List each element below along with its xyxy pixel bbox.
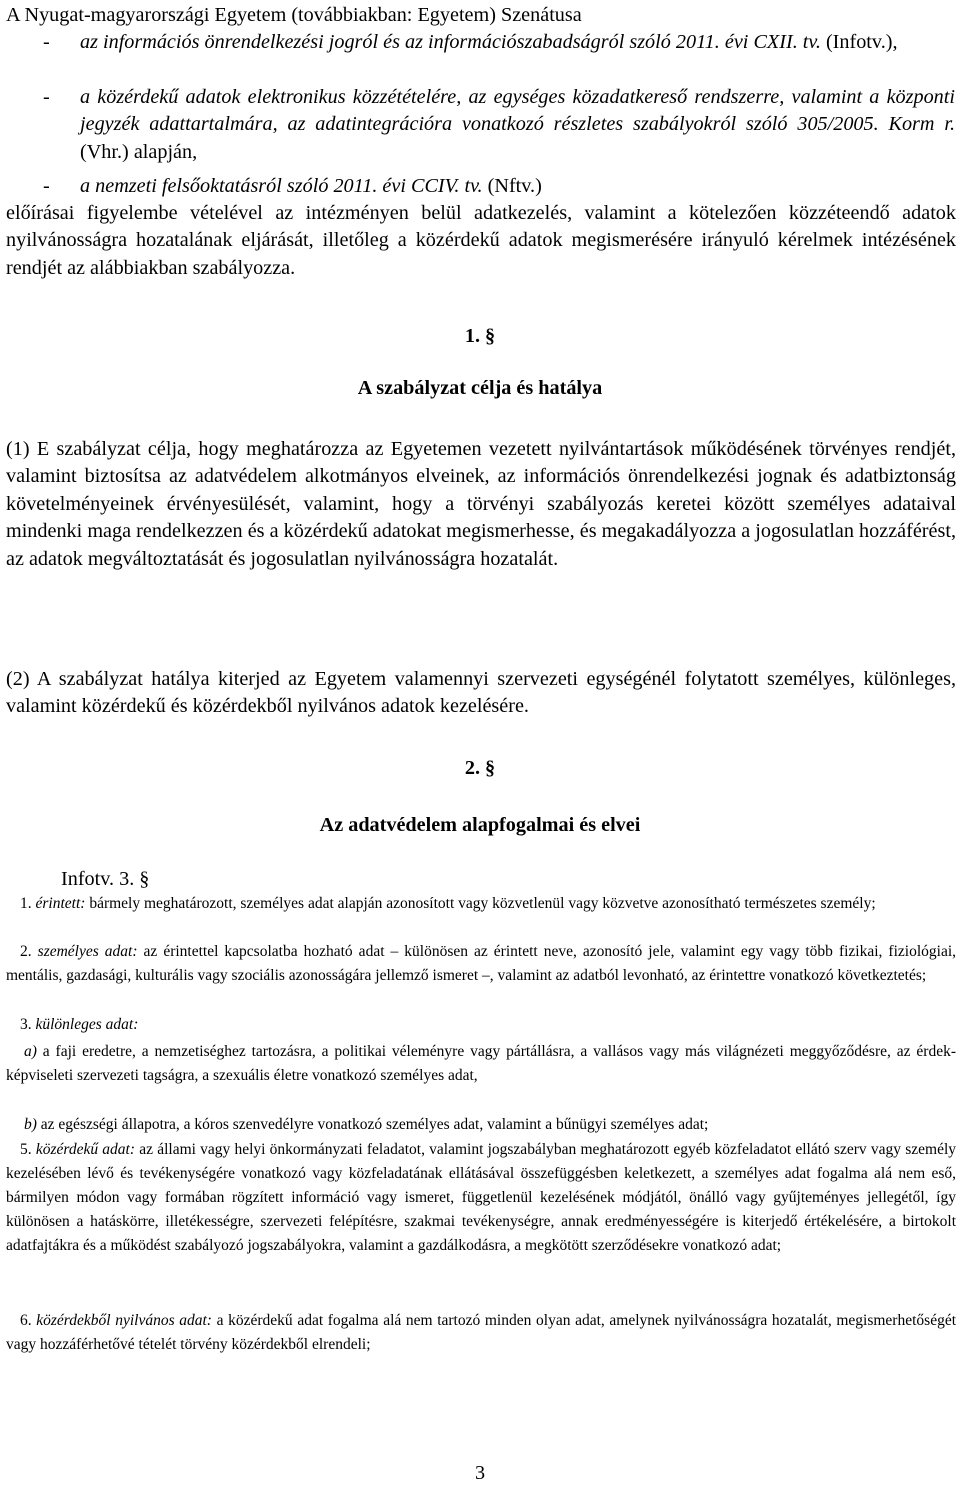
list-item-italic: a közérdekű adatok elektronikus közzétételére, az egységes közadatkereső rendszerre, valamint a központi jegyzék adattartalmára, az adatintegrációra vonatkozó részletes szabályokról szóló 305/2005. Korm r. (80, 86, 955, 136)
definition-item (6, 1309, 956, 1357)
intro-closing: előírásai figyelembe vételével az intézményen belül adatkezelés, valamint a kötelezően közzéteendő adatok nyilvánosságra hozatalának eljárását, illetőleg a közérdekű adatok megismerésére irányuló kérelmek intézésének rendjét az alábbiakban szabályozza. (6, 202, 956, 279)
definition-item (6, 1113, 956, 1137)
definition-number: 1. (20, 895, 36, 912)
list-item-italic: az információs önrendelkezési jogról és az információszabadságról szóló 2011. évi CXII. tv. (80, 31, 821, 53)
definition-text: az állami vagy helyi önkormányzati feladatot, valamint jogszabályban meghatározott egyéb közfeladatot ellátó szerv vagy személy kezelésében lévő és tevékenységére vonatkozó vagy közfeladatának ellátásával összefüggésben keletkezett, a személyes adat fogalma alá nem eső, bármilyen módon vagy formában rögzített információ vagy ismeret, függetlenül kezelésének módjától, önálló vagy gyűjteményes jellegétől, így különösen a hatáskörre, illetékességre, szervezeti felépítésre, szakmai tevékenységre, annak eredményességére is kiterjedő értékelésére, a birtokolt adatfajtákra és a működést szabályozó jogszabályokra, valamint a gazdálkodásra, a megkötött szerződésekre vonatkozó adat; (6, 1141, 957, 1255)
list-dash: - (43, 175, 50, 197)
section-title: Az adatvédelem alapfogalmai és elvei (319, 814, 641, 836)
definition-item (6, 892, 956, 916)
list-dash: - (43, 31, 50, 53)
list-item-italic: a nemzeti felsőoktatásról szóló 2011. évi CCIV. tv. (80, 175, 483, 197)
paragraph-1: (1) E szabályzat célja, hogy meghatározza az Egyetemen vezetett nyilvántartások működésének törvényes rendjét, valamint biztosítsa az adatvédelem alkotmányos elveinek, az információs önrendelkezési jognak és adatbiztonság követelményeinek érvényesülését, valamint, hogy a törvényi szabályozás keretei között személyes adataival mindenki maga rendelkezzen és a közérdekű adatokat megismerhesse, és megakadályozza a jogosulatlan hozzáférést, az adatok megváltoztatását és jogosulatlan nyilvánosságra hozatalát. (6, 438, 956, 570)
section-number: 2. § (464, 757, 496, 779)
definition-number: 3. (20, 1016, 36, 1033)
definition-text: bármely meghatározott, személyes adat alapján azonosított vagy közvetlenül vagy közvetve azonosítható természetes személy; (85, 895, 876, 912)
reference-line: Infotv. 3. § (61, 868, 150, 890)
list-item (80, 84, 955, 166)
definition-number: a) (24, 1043, 43, 1060)
list-item (80, 29, 955, 56)
paragraph-2: (2) A szabályzat hatálya kiterjed az Egyetem valamennyi szervezeti egységénél folytatott személyes, különleges, valamint közérdekű és közérdekből nyilvános adatok kezelésére. (6, 668, 956, 718)
list-item (80, 173, 955, 200)
section-title: A szabályzat célja és hatálya (357, 377, 603, 399)
list-item-text: (Vhr.) alapján, (80, 140, 198, 163)
definition-text: a közérdekű adat fogalma alá nem tartozó minden olyan adat, amelynek nyilvánosságra hozatalát, megismerhetőségét vagy hozzáférhetővé tételét törvény közérdekből elrendeli; (6, 1312, 957, 1354)
page-number: 3 (474, 1462, 486, 1484)
definition-item (6, 1138, 956, 1258)
list-item-text: (Nftv.) (482, 175, 542, 197)
definition-term: közérdekű adat: (35, 1141, 136, 1158)
definition-number: 6. (20, 1312, 37, 1329)
section-number: 1. § (464, 325, 496, 347)
definition-term: személyes adat: (37, 943, 138, 960)
definition-text: a faji eredetre, a nemzetiséghez tartozásra, a politikai véleményre vagy pártállásra, a vallásos vagy más világnézeti meggyőződésre, az érdek-képviseleti szervezeti tagságra, a szexuális életre vonatkozó személyes adat, (6, 1043, 956, 1085)
definition-number: 2. (20, 943, 38, 960)
definition-item (6, 940, 956, 988)
list-item-text: (Infotv.), (820, 31, 898, 53)
definition-item (6, 1040, 956, 1088)
definition-number: 5. (20, 1141, 36, 1158)
definition-term: különleges adat: (35, 1016, 139, 1033)
definition-term: érintett: (35, 895, 86, 912)
definition-item (6, 1013, 956, 1037)
definition-number: b) (24, 1116, 41, 1133)
intro-line: A Nyugat-magyarországi Egyetem (továbbiakban: Egyetem) Szenátusa (6, 4, 582, 26)
list-dash: - (43, 86, 50, 108)
definition-term: közérdekből nyilvános adat: (36, 1312, 212, 1329)
definition-text: az érintettel kapcsolatba hozható adat – különösen az érintett neve, azonosító jele, valamint egy vagy több fizikai, fiziológiai, mentális, gazdasági, kulturális vagy szociális azonosságára jellemző ismeret –, valamint az adatból levonható, az érintettre vonatkozó következtetés; (6, 943, 957, 985)
definition-text: az egészségi állapotra, a kóros szenvedélyre vonatkozó személyes adat, valamint a bűnügyi személyes adat; (40, 1116, 709, 1133)
